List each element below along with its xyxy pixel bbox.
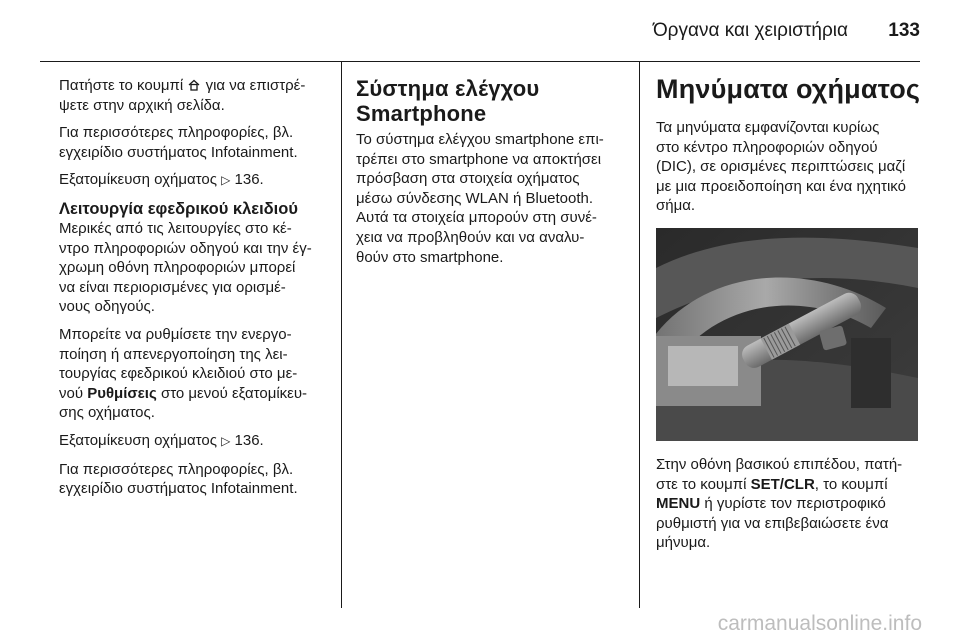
paragraph-confirm: Στην οθόνη βασικού επιπέδου, πατή- στε το κουμπί SET/CLR, το κουμπί MENU ή γυρίστε τον περιστροφικό ρυθμιστή για να επιβεβαιώσετε ένα μήνυμα.: [656, 455, 903, 552]
page-header-title: Όργανα και χειριστήρια: [652, 20, 848, 41]
paragraph-settings: Μπορείτε να ρυθμίσετε την ενεργο- ποίηση ή απενεργοποίηση της λει- τουργίας εφεδρικού κλειδιού στο με- νού Ρυθμίσεις στο μενού εξατομίκευ- σης οχήματος.: [59, 325, 308, 422]
paragraph-messages: Τα μηνύματα εμφανίζονται κυρίως στο κέντρο πληροφοριών οδηγού (DIC), σε ορισμένες περιπτώσεις μαζί με μια προειδοποίηση και ένα ηχητικό σήμα.: [656, 119, 906, 215]
triangle-right-icon: ▷: [221, 173, 231, 188]
paragraph-info-1: Για περισσότερες πληροφορίες, βλ. εγχειρίδιο συστήματος Infotainment.: [59, 124, 298, 161]
column-divider-1: [341, 62, 342, 608]
page-number: 133: [888, 20, 920, 41]
column-2: [356, 76, 626, 275]
paragraph-info-2: Για περισσότερες πληροφορίες, βλ. εγχειρίδιο συστήματος Infotainment.: [59, 460, 298, 498]
section-heading-spare-key: Λειτουργία εφεδρικού κλειδιού: [59, 199, 298, 218]
menu-term: MENU: [656, 495, 701, 513]
cross-reference-1[interactable]: Εξατομίκευση οχήματος ▷ 136.: [59, 171, 264, 189]
column-divider-2: [639, 62, 640, 608]
paragraph-smartphone: Το σύστημα ελέγχου smartphone επι- τρέπει στο smartphone να αποκτήσει πρόσβαση στα στοιχεία οχήματος μέσω σύνδεσης WLAN ή Bluetooth. Αυτά τα στοιχεία μπορούν στη συνέ- χεια να προβληθούν και να αναλυ- θούν στο smartphone.: [356, 131, 604, 266]
section-heading-smartphone: Σύστημα ελέγχου Smartphone: [356, 76, 540, 126]
watermark: carmanualsonline.info: [717, 612, 922, 635]
set-clr-term: SET/CLR: [750, 475, 815, 493]
home-icon: [187, 78, 201, 92]
steering-column-stalk-image: [656, 228, 918, 441]
column-3: [656, 70, 926, 561]
section-heading-vehicle-messages: Μηνύματα οχήματος: [656, 74, 921, 104]
settings-menu-term: Ρυθμίσεις: [87, 384, 157, 402]
cross-reference-2[interactable]: Εξατομίκευση οχήματος ▷ 136.: [59, 431, 264, 449]
header-divider: [40, 61, 920, 62]
paragraph-home: Πατήστε το κουμπί για να επιστρέ- ψετε στην αρχική σελίδα.: [59, 77, 306, 114]
paragraph-spare-key: Μερικές από τις λειτουργίες στο κέ- ντρο πληροφοριών οδηγού και την έγ- χρωμη οθόνη πληροφοριών μπορεί να είναι περιορισμένες για ορισμέ- νους οδηγούς.: [59, 219, 312, 316]
triangle-right-icon: ▷: [221, 433, 231, 448]
column-1: [59, 76, 329, 507]
